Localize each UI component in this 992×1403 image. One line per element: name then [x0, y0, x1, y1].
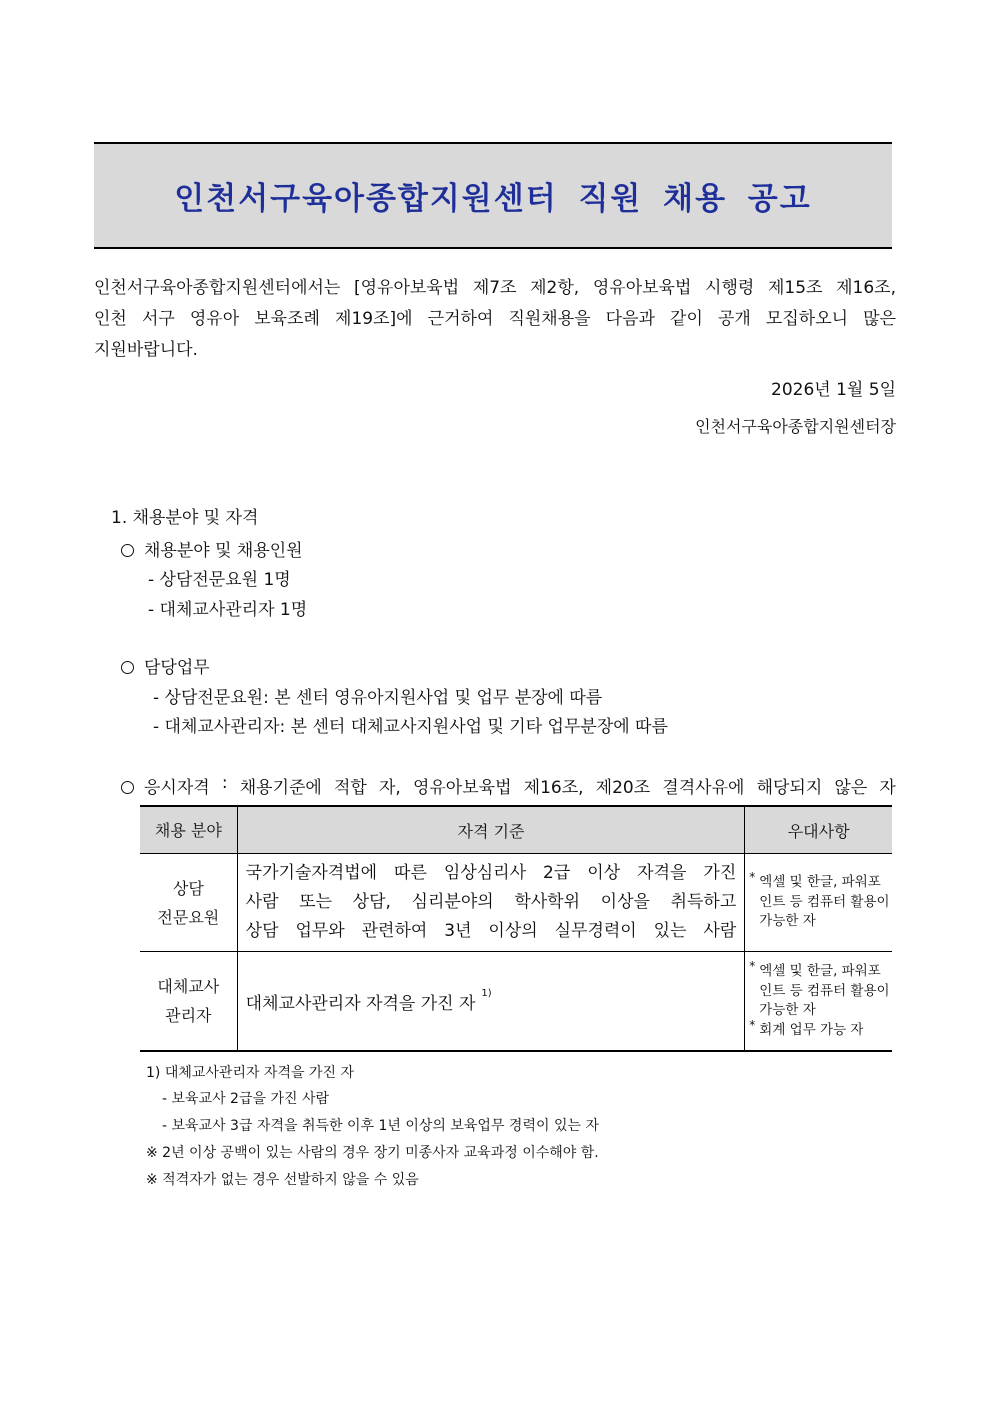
table-header: 채용 분야	[140, 806, 237, 854]
qualification-word: 채용기준에	[239, 778, 322, 798]
table-header: 우대사항	[745, 806, 892, 854]
circle-bullet-icon	[121, 781, 134, 794]
list-item: - 상담전문요원 1명	[148, 570, 291, 590]
table-header-row	[140, 806, 892, 854]
field-cell: 대체교사 관리자	[140, 952, 237, 1052]
title-banner	[94, 142, 892, 249]
signer: 인천서구육아종합지원센터장	[695, 417, 896, 436]
intro-line: 인천 서구 영유아 보육조례 제19조]에 근거하여 직원채용을 다음과 같이 공개 모집하오니 많은	[94, 309, 896, 329]
preference-cell	[745, 952, 892, 1052]
qualification-word: :	[221, 773, 228, 793]
field-cell: 상담 전문요원	[140, 854, 237, 952]
note-line: - 보육교사 3급 자격을 취득한 이후 1년 이상의 보육업무 경력이 있는 자	[162, 1118, 599, 1134]
qualification-word: 응시자격	[121, 773, 210, 798]
qualification-word: 자	[879, 778, 896, 798]
qualification-line	[121, 773, 896, 798]
table-header: 자격 기준	[237, 806, 745, 854]
fields-title	[121, 536, 303, 561]
note-line: ※ 적격자가 없는 경우 선발하지 않을 수 있음	[146, 1172, 419, 1188]
qualification-word: 제20조	[595, 778, 651, 798]
table-row	[140, 854, 892, 952]
table-row	[140, 952, 892, 1052]
note-line: ※ 2년 이상 공백이 있는 사람의 경우 장기 미종사자 교육과정 이수해야 함.	[146, 1145, 599, 1161]
page-title: 인천서구육아종합지원센터 직원 채용 공고	[174, 181, 812, 217]
duties-title	[121, 653, 210, 678]
preference-cell	[745, 854, 892, 952]
footnote-mark: 1)	[481, 987, 492, 999]
preference-item: * 회계 업무 가능 자	[749, 1017, 864, 1038]
qualification-word: 자,	[378, 778, 401, 798]
criteria-cell: 국가기술자격법에 따른 임상심리사 2급 이상 자격을 가진 사람 또는 상담, 심리분야의 학사학위 이상을 취득하고 상담 업무와 관련하여 3년 이상의 실무경력이 있는 사람	[237, 854, 745, 952]
criteria-cell: 대체교사관리자 자격을 가진 자$^{1)}$	[237, 952, 745, 1052]
note-line: - 보육교사 2급을 가진 사람	[162, 1091, 329, 1107]
intro-line: 인천서구육아종합지원센터에서는 [영유아보육법 제7조 제2항, 영유아보육법 시행령 제15조 제16조,	[94, 278, 896, 298]
note-line: 1) 대체교사관리자 자격을 가진 자	[146, 1065, 354, 1081]
qualification-word: 제16조,	[523, 778, 584, 798]
qualification-word: 영유아보육법	[412, 778, 512, 798]
duties-title-text: 담당업무	[144, 658, 210, 678]
preference-item: * 엑셀 및 한글, 파워포인트 등 컴퓨터 활용이 가능한 자	[749, 870, 890, 930]
qualification-table	[140, 805, 892, 1052]
announcement-date: 2026년 1월 5일	[771, 380, 896, 400]
list-item: - 대체교사관리자 1명	[148, 600, 308, 620]
intro-paragraph	[94, 273, 896, 366]
preference-item: * 엑셀 및 한글, 파워포인트 등 컴퓨터 활용이 가능한 자	[749, 959, 890, 1018]
section-heading: 1. 채용분야 및 자격	[111, 508, 259, 528]
list-item: - 상담전문요원: 본 센터 영유아지원사업 및 업무 분장에 따름	[153, 688, 603, 708]
qualification-word: 해당되지	[756, 778, 823, 798]
circle-bullet-icon	[121, 661, 134, 674]
fields-title-text: 채용분야 및 채용인원	[144, 541, 303, 561]
circle-bullet-icon	[121, 544, 134, 557]
qualification-word: 결격사유에	[662, 778, 745, 798]
list-item: - 대체교사관리자: 본 센터 대체교사지원사업 및 기타 업무분장에 따름	[153, 717, 668, 737]
qualification-word: 않은	[834, 778, 868, 798]
intro-line: 지원바랍니다.	[94, 340, 198, 360]
qualification-word: 적합	[333, 778, 367, 798]
